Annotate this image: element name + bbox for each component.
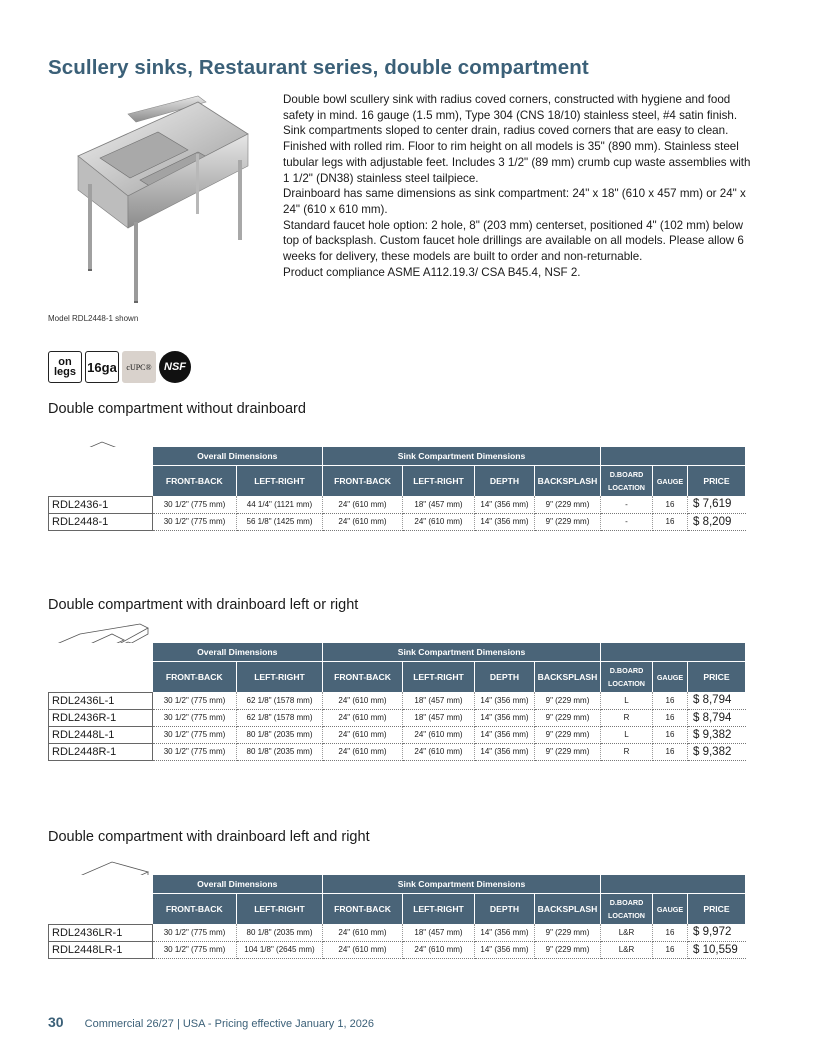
product-image (48, 94, 270, 304)
table-cell: 80 1/8" (2035 mm) (237, 726, 323, 743)
table-cell: 24" (610 mm) (403, 743, 475, 760)
table-row (49, 513, 746, 530)
table-cell: 9" (229 mm) (535, 924, 601, 941)
table-row (49, 924, 746, 941)
table-cell: 30 1/2" (775 mm) (153, 496, 237, 513)
table-cell: 30 1/2" (775 mm) (153, 692, 237, 709)
col-backsplash: BACKSPLASH (535, 466, 601, 497)
table-cell (49, 894, 153, 925)
table-cell: L (601, 726, 653, 743)
price: $ 10,559 (688, 941, 746, 958)
table-cell: 14" (356 mm) (475, 513, 535, 530)
spec-table (48, 447, 746, 531)
table-cell: 30 1/2" (775 mm) (153, 924, 237, 941)
sink-dimensions-header: Sink Compartment Dimensions (323, 643, 601, 662)
table-cell: 24" (610 mm) (323, 726, 403, 743)
table-cell: 24" (610 mm) (403, 941, 475, 958)
table-cell: L&R (601, 924, 653, 941)
description-paragraph: Product compliance ASME A112.19.3/ CSA B45.4, NSF 2. (283, 265, 581, 279)
table-cell: 30 1/2" (775 mm) (153, 709, 237, 726)
col-sink-left-right: LEFT-RIGHT (403, 662, 475, 693)
col-price: PRICE (688, 466, 746, 497)
table-cell: 80 1/8" (2035 mm) (237, 924, 323, 941)
table-cell: 9" (229 mm) (535, 726, 601, 743)
col-dboard-location: D.BOARD LOCATION (601, 662, 653, 693)
table-cell: 30 1/2" (775 mm) (153, 941, 237, 958)
table-cell: 24" (610 mm) (403, 513, 475, 530)
page-title: Scullery sinks, Restaurant series, double compartment (48, 56, 589, 79)
spec-table (48, 875, 746, 959)
model-number: RDL2448R-1 (49, 743, 153, 760)
table-cell: 9" (229 mm) (535, 709, 601, 726)
gauge-badge: 16ga (85, 351, 119, 383)
col-sink-front-back: FRONT-BACK (323, 894, 403, 925)
image-caption: Model RDL2448-1 shown (48, 314, 139, 323)
price: $ 9,972 (688, 924, 746, 941)
table-cell: - (601, 513, 653, 530)
col-price: PRICE (688, 662, 746, 693)
col-backsplash: BACKSPLASH (535, 662, 601, 693)
description-paragraph: Standard faucet hole option: 2 hole, 8" (203 mm) centerset, positioned 4" (102 mm) below top of backsplash. Custom faucet hole drillings are available on all models. Please allow 6 weeks for delivery, these models are built to order and non-returnable. (283, 218, 744, 264)
price: $ 9,382 (688, 726, 746, 743)
col-sink-front-back: FRONT-BACK (323, 662, 403, 693)
col-sink-left-right: LEFT-RIGHT (403, 466, 475, 497)
col-gauge: GAUGE (653, 894, 688, 925)
table-cell (49, 875, 153, 894)
table-cell: 9" (229 mm) (535, 743, 601, 760)
table-cell: 16 (653, 496, 688, 513)
model-number: RDL2448LR-1 (49, 941, 153, 958)
table-cell: 16 (653, 709, 688, 726)
section-title: Double compartment with drainboard left and right (48, 829, 370, 845)
model-number: RDL2448-1 (49, 513, 153, 530)
table-cell: 24" (610 mm) (323, 496, 403, 513)
col-front-back: FRONT-BACK (153, 466, 237, 497)
table-cell: 16 (653, 513, 688, 530)
table-cell: 104 1/8" (2645 mm) (237, 941, 323, 958)
table-cell: 18" (457 mm) (403, 496, 475, 513)
col-dboard-location: D.BOARD LOCATION (601, 894, 653, 925)
col-backsplash: BACKSPLASH (535, 894, 601, 925)
table-cell: 16 (653, 924, 688, 941)
page-number: 30 (48, 1014, 64, 1030)
table-cell: 24" (610 mm) (323, 709, 403, 726)
price: $ 8,794 (688, 709, 746, 726)
table-cell: 30 1/2" (775 mm) (153, 743, 237, 760)
table-cell: 62 1/8" (1578 mm) (237, 692, 323, 709)
price: $ 7,619 (688, 496, 746, 513)
col-left-right: LEFT-RIGHT (237, 466, 323, 497)
col-front-back: FRONT-BACK (153, 894, 237, 925)
table-row (49, 496, 746, 513)
table-cell: 9" (229 mm) (535, 496, 601, 513)
product-description (283, 92, 753, 280)
overall-dimensions-header: Overall Dimensions (153, 447, 323, 466)
table-cell: 16 (653, 692, 688, 709)
overall-dimensions-header: Overall Dimensions (153, 643, 323, 662)
spec-table (48, 643, 746, 761)
table-cell: 24" (610 mm) (323, 924, 403, 941)
table-row (49, 709, 746, 726)
table-cell: 30 1/2" (775 mm) (153, 513, 237, 530)
section-title: Double compartment with drainboard left or right (48, 597, 359, 613)
table-cell: - (601, 496, 653, 513)
table-cell: 24" (610 mm) (323, 513, 403, 530)
upc-badge: cUPC® (122, 351, 156, 383)
col-price: PRICE (688, 894, 746, 925)
table-cell: 16 (653, 941, 688, 958)
col-left-right: LEFT-RIGHT (237, 662, 323, 693)
footer-text: Commercial 26/27 | USA - Pricing effective January 1, 2026 (84, 1018, 375, 1030)
table-cell: L (601, 692, 653, 709)
sink-dimensions-header: Sink Compartment Dimensions (323, 875, 601, 894)
table-cell (49, 662, 153, 693)
model-number: RDL2448L-1 (49, 726, 153, 743)
col-dboard-location: D.BOARD LOCATION (601, 466, 653, 497)
badge-legs-bottom: legs (53, 366, 76, 378)
col-gauge: GAUGE (653, 662, 688, 693)
table-cell: 24" (610 mm) (323, 743, 403, 760)
section-title: Double compartment without drainboard (48, 401, 306, 417)
table-cell: 14" (356 mm) (475, 692, 535, 709)
table-cell: 18" (457 mm) (403, 692, 475, 709)
table-cell: R (601, 709, 653, 726)
table-cell: 14" (356 mm) (475, 743, 535, 760)
col-depth: DEPTH (475, 662, 535, 693)
table-cell: 80 1/8" (2035 mm) (237, 743, 323, 760)
table-cell: 62 1/8" (1578 mm) (237, 709, 323, 726)
model-number: RDL2436LR-1 (49, 924, 153, 941)
on-legs-badge (48, 351, 82, 383)
table-cell: 44 1/4" (1121 mm) (237, 496, 323, 513)
table-cell: 14" (356 mm) (475, 924, 535, 941)
sink-dimensions-header: Sink Compartment Dimensions (323, 447, 601, 466)
table-cell: 14" (356 mm) (475, 941, 535, 958)
table-cell: 56 1/8" (1425 mm) (237, 513, 323, 530)
table-cell: 16 (653, 726, 688, 743)
badge-legs-top: on (58, 356, 72, 368)
table-cell: 30 1/2" (775 mm) (153, 726, 237, 743)
table-cell: L&R (601, 941, 653, 958)
table-cell: 14" (356 mm) (475, 496, 535, 513)
table-cell: 24" (610 mm) (323, 941, 403, 958)
page-footer (48, 1014, 374, 1030)
table-cell (49, 466, 153, 497)
model-number: RDL2436-1 (49, 496, 153, 513)
overall-dimensions-header: Overall Dimensions (153, 875, 323, 894)
table-cell: 14" (356 mm) (475, 726, 535, 743)
table-cell: 9" (229 mm) (535, 692, 601, 709)
table-cell: 24" (610 mm) (323, 692, 403, 709)
col-left-right: LEFT-RIGHT (237, 894, 323, 925)
table-row (49, 726, 746, 743)
table-cell: 18" (457 mm) (403, 924, 475, 941)
table-cell: R (601, 743, 653, 760)
price: $ 8,209 (688, 513, 746, 530)
description-paragraph: Double bowl scullery sink with radius coved corners, constructed with hygiene and food safety in mind. 16 gauge (1.5 mm), Type 304 (CNS 18/10) stainless steel, #4 satin finish. Sink compartments sloped to center drain, radius coved corners that are easy to clean. Finished with rolled rim. Floor to rim height on all models is 35" (890 mm). Stainless steel tubular legs with adjustable feet. Includes 3 1/2" (89 mm) crumb cup waste assemblies with 1 1/2" (DN38) stainless steel tailpiece. (283, 93, 751, 185)
model-number: RDL2436R-1 (49, 709, 153, 726)
table-cell: 14" (356 mm) (475, 709, 535, 726)
table-cell: 9" (229 mm) (535, 513, 601, 530)
col-front-back: FRONT-BACK (153, 662, 237, 693)
table-cell: 18" (457 mm) (403, 709, 475, 726)
table-cell (49, 447, 153, 466)
table-row (49, 692, 746, 709)
table-row (49, 941, 746, 958)
col-sink-front-back: FRONT-BACK (323, 466, 403, 497)
price: $ 8,794 (688, 692, 746, 709)
col-depth: DEPTH (475, 466, 535, 497)
col-gauge: GAUGE (653, 466, 688, 497)
nsf-badge: NSF (159, 351, 191, 383)
col-sink-left-right: LEFT-RIGHT (403, 894, 475, 925)
description-paragraph: Drainboard has same dimensions as sink compartment: 24" x 18" (610 x 457 mm) or 24" x 24" (610 x 610 mm). (283, 187, 746, 216)
certification-badges (48, 350, 191, 384)
table-cell: 24" (610 mm) (403, 726, 475, 743)
col-depth: DEPTH (475, 894, 535, 925)
price: $ 9,382 (688, 743, 746, 760)
table-cell: 16 (653, 743, 688, 760)
table-cell (49, 643, 153, 662)
model-number: RDL2436L-1 (49, 692, 153, 709)
table-cell: 9" (229 mm) (535, 941, 601, 958)
table-row (49, 743, 746, 760)
